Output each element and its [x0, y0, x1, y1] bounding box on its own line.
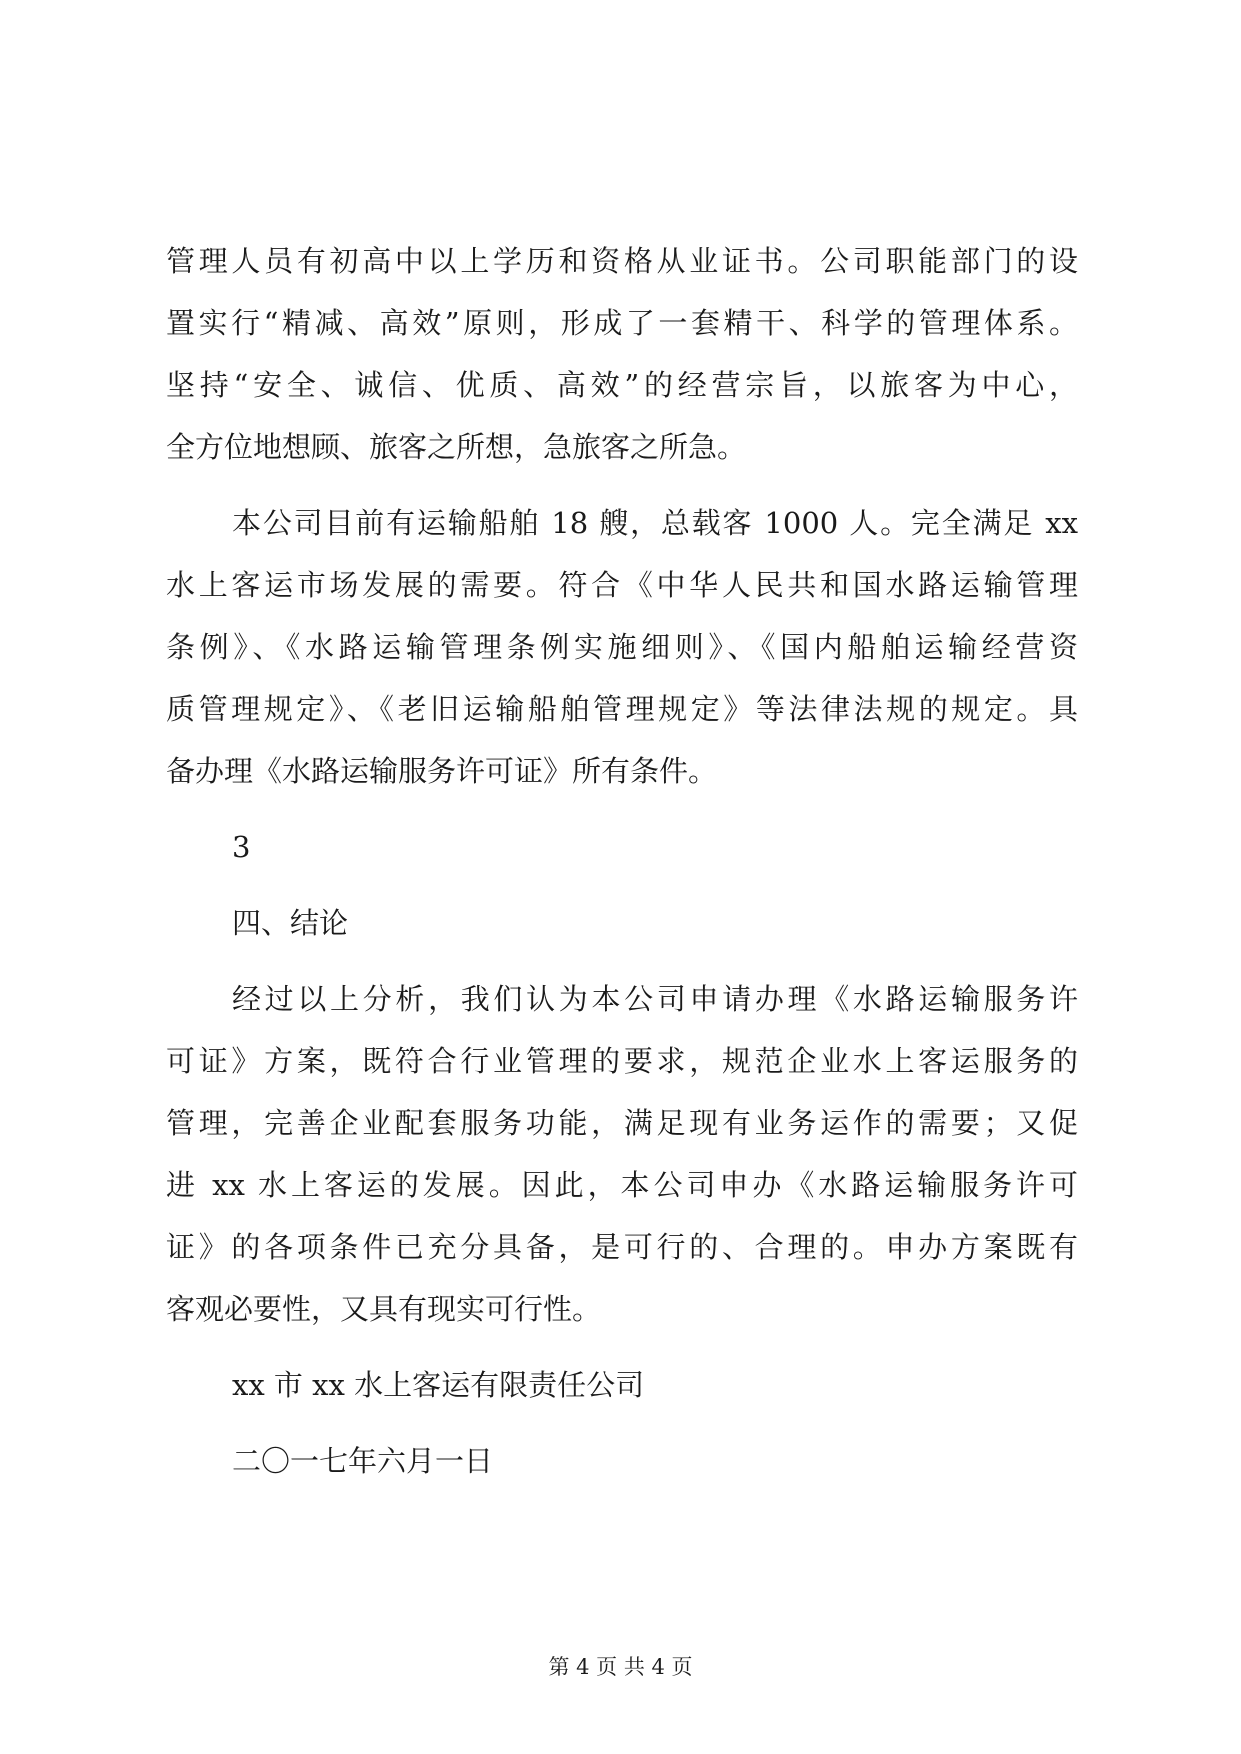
paragraph-spacer [166, 954, 1078, 968]
paragraph-line: 备办理《水路运输服务许可证》所有条件。 [166, 754, 718, 788]
section-heading: 四、结论 [232, 906, 349, 940]
paragraph-staff-and-management [166, 230, 1078, 478]
paragraph-spacer [166, 478, 1078, 492]
paragraph-line: 经过以上分析，我们认为本公司申请办理《水路运输服务许 [232, 982, 1078, 1016]
section-number: 3 [232, 830, 251, 864]
signature-date: 二〇一七年六月一日 [232, 1444, 494, 1478]
paragraph-conclusion [166, 968, 1078, 1340]
document-body [166, 230, 1078, 1492]
paragraph-line: 管理，完善企业配套服务功能，满足现有业务运作的需要；又促 [166, 1106, 1078, 1140]
paragraph-line: 证》的各项条件已充分具备，是可行的、合理的。申办方案既有 [166, 1230, 1078, 1264]
paragraph-spacer [166, 1416, 1078, 1430]
paragraph-line: 置实行“精减、高效”原则，形成了一套精干、科学的管理体系。 [166, 306, 1078, 340]
paragraph-spacer [166, 1340, 1078, 1354]
paragraph-line: 客观必要性，又具有现实可行性。 [166, 1292, 602, 1326]
paragraph-line: 进 xx 水上客运的发展。因此，本公司申办《水路运输服务许可 [166, 1168, 1078, 1202]
paragraph-spacer [166, 878, 1078, 892]
paragraph-line: 水上客运市场发展的需要。符合《中华人民共和国水路运输管理 [166, 568, 1078, 602]
paragraph-line: 可证》方案，既符合行业管理的要求，规范企业水上客运服务的 [166, 1044, 1078, 1078]
paragraph-line: 全方位地想顾、旅客之所想，急旅客之所急。 [166, 430, 747, 464]
paragraph-fleet-and-regulations [166, 492, 1078, 802]
paragraph-line: 质管理规定》、《老旧运输船舶管理规定》等法律法规的规定。具 [166, 692, 1078, 726]
page-footer: 第 4 页 共 4 页 [548, 1655, 693, 1679]
paragraph-line: 本公司目前有运输船舶 18 艘，总载客 1000 人。完全满足 xx [232, 506, 1078, 540]
signature-company: xx 市 xx 水上客运有限责任公司 [232, 1368, 645, 1402]
paragraph-spacer [166, 802, 1078, 816]
paragraph-line: 坚持“安全、诚信、优质、高效”的经营宗旨，以旅客为中心， [166, 368, 1078, 402]
paragraph-line: 管理人员有初高中以上学历和资格从业证书。公司职能部门的设 [166, 244, 1078, 278]
paragraph-line: 条例》、《水路运输管理条例实施细则》、《国内船舶运输经营资 [166, 630, 1078, 664]
